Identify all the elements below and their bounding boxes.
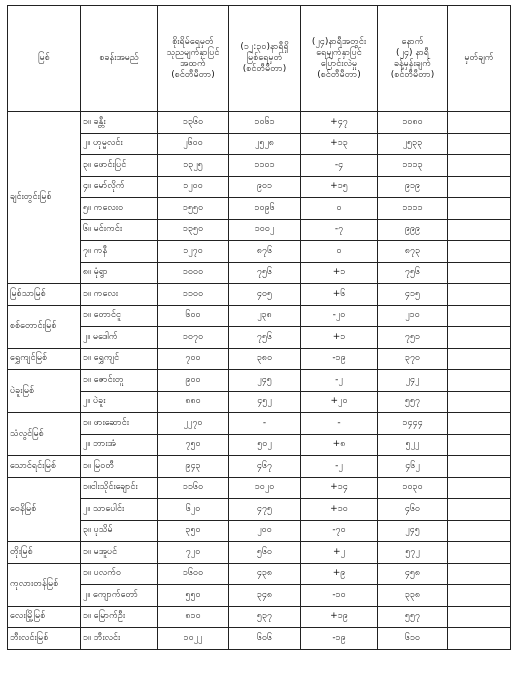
forecast-cell: ၇၅၁ [378,327,448,349]
table-row [8,241,511,263]
table-row [8,563,511,585]
header-danger-level: စိုးရိမ်ရေမှတ် သုညမျက်နှာပြင် အထက် (စင်တီမီတာ) [158,6,229,112]
danger-level-cell: ၁၂၀၀ [158,176,229,198]
level-change-cell: +၁၉ [301,606,378,628]
station-name-cell: ၁။ ဘီးလင်း [81,628,158,650]
table-row [8,327,511,349]
station-name-cell: ၂။ ကျောက်တော် [81,585,158,607]
header-row [8,6,511,112]
danger-level-cell: ၇၀၀ [158,348,229,370]
level-change-cell: ၀ [301,198,378,220]
station-name-cell: ၅။ ကလေးဝ [81,198,158,220]
current-level-cell: ၁၀၀၂ [229,219,301,241]
remarks-cell [448,391,511,413]
forecast-cell: ၃၃၈ [378,585,448,607]
remarks-cell [448,112,511,134]
remarks-cell [448,413,511,435]
table-row [8,585,511,607]
level-change-cell: ၀ [301,241,378,263]
level-change-cell: +၈ [301,434,378,456]
remarks-cell [448,499,511,521]
remarks-cell [448,606,511,628]
river-name-cell: ဘီးလင်းမြစ် [8,628,81,650]
danger-level-cell: ၅၅၀ [158,585,229,607]
current-level-cell: ၄၀၅ [229,284,301,306]
level-change-cell: -၁၉ [301,628,378,650]
danger-level-cell: ၉၀၀ [158,370,229,392]
station-name-cell: ၁။ မြောက်ဦး [81,606,158,628]
level-change-cell: - [301,413,378,435]
table-row [8,155,511,177]
level-change-cell: -၇ [301,219,378,241]
remarks-cell [448,628,511,650]
header-station: စခန်းအမည် [81,6,158,112]
forecast-cell: ၅၂၂ [378,434,448,456]
forecast-cell: ၁၁၁၃ [378,155,448,177]
danger-level-cell: ၇၅၀ [158,434,229,456]
danger-level-cell: ၉၄၃ [158,456,229,478]
danger-level-cell: ၈၈၀ [158,391,229,413]
level-change-cell: +၁၀ [301,499,378,521]
remarks-cell [448,370,511,392]
forecast-cell: ၆၁၀ [378,628,448,650]
station-name-cell: ၁။ ခန္တီး [81,112,158,134]
current-level-cell: ၄၃၈ [229,563,301,585]
station-name-cell: ၂။ မဒေါက် [81,327,158,349]
remarks-cell [448,305,511,327]
danger-level-cell: ၆၀၀ [158,305,229,327]
forecast-cell: ၂၄၅ [378,520,448,542]
remarks-cell [448,176,511,198]
current-level-cell: ၂၀၀ [229,520,301,542]
table-row [8,391,511,413]
danger-level-cell: ၁၃၂၅ [158,155,229,177]
forecast-cell: ၁၀၃၀ [378,477,448,499]
table-row [8,413,511,435]
forecast-cell: ၅၇၂ [378,542,448,564]
level-change-cell: -၂ [301,370,378,392]
forecast-cell: ၂၅၃၃ [378,133,448,155]
water-level-table [7,5,511,650]
current-level-cell: ၄၆၇ [229,456,301,478]
station-name-cell: ၇။ ကနီ [81,241,158,263]
forecast-cell: ၃၇၀ [378,348,448,370]
current-level-cell: ၇၅၆ [229,327,301,349]
station-name-cell: ၁။ ရွှေကျင် [81,348,158,370]
current-level-cell: ၉၀၁ [229,176,301,198]
river-name-cell: ဝေနိမြစ် [8,477,81,542]
current-level-cell: ၂၃၈ [229,305,301,327]
header-forecast: နောက် (၂၄) နာရီ ခန့်မှန်းချက် (စင်တီမီတာ) [378,6,448,112]
remarks-cell [448,284,511,306]
station-name-cell: ၁။ ပလက်ဝ [81,563,158,585]
remarks-cell [448,434,511,456]
remarks-cell [448,456,511,478]
river-name-cell: သံလွင်မြစ် [8,413,81,456]
danger-level-cell: ၁၃၆၀ [158,112,229,134]
danger-level-cell: ၇၂၀ [158,542,229,564]
table-row [8,284,511,306]
river-name-cell: စစ်တောင်းမြစ် [8,305,81,348]
station-name-cell: ၁။ ကလေး [81,284,158,306]
current-level-cell: ၅၃၇ [229,606,301,628]
station-name-cell: ၂။ ပဲခူး [81,391,158,413]
station-name-cell: ၁။ ဇောင်းတူ [81,370,158,392]
remarks-cell [448,520,511,542]
station-name-cell: ၁။ငါးသိုင်းချောင်း [81,477,158,499]
level-change-cell: +၁ [301,327,378,349]
forecast-cell: ၄၁၅ [378,284,448,306]
current-level-cell: ၁၀၉၆ [229,198,301,220]
table-row [8,434,511,456]
river-name-cell: ကုလားတန်မြစ် [8,563,81,606]
current-level-cell: ၁၀၂၀ [229,477,301,499]
station-name-cell: ၈။ မုံရွာ [81,262,158,284]
station-name-cell: ၁။ မြဝတီ [81,456,158,478]
remarks-cell [448,241,511,263]
remarks-cell [448,262,511,284]
current-level-cell: ၅၆၀ [229,542,301,564]
danger-level-cell: ၁၅၅၀ [158,198,229,220]
current-level-cell: ၈၇၆ [229,241,301,263]
table-row [8,456,511,478]
forecast-cell: ၄၆၀ [378,499,448,521]
forecast-cell: ၁၁၁၁ [378,198,448,220]
remarks-cell [448,133,511,155]
table-row [8,133,511,155]
header-remarks: မှတ်ချက် [448,6,511,112]
river-name-cell: မြစ်သာမြစ် [8,284,81,306]
header-change: (၂၄)နာရီအတွင်း ရေမျက်နှာပြင် ပြောင်းလဲမှု (စင်တီမီတာ) [301,6,378,112]
danger-level-cell: ၂၆၀၀ [158,133,229,155]
forecast-cell: ၁၀၈၀ [378,112,448,134]
current-level-cell: ၃၄၈ [229,585,301,607]
forecast-cell: ၁၄၄၄ [378,413,448,435]
level-change-cell: +၁၃ [301,133,378,155]
river-name-cell: တိုးမြစ် [8,542,81,564]
header-river: မြစ် [8,6,81,112]
header-current-level: (၁၂:၃၀)နာရီရှိ မြစ်ရေမှတ် (စင်တီမီတာ) [229,6,301,112]
forecast-cell: ၅၅၇ [378,391,448,413]
forecast-cell: ၄၅၈ [378,563,448,585]
table-row [8,348,511,370]
level-change-cell: -၂၀ [301,305,378,327]
danger-level-cell: ၁၃၅၀ [158,219,229,241]
current-level-cell: ၅၀၂ [229,434,301,456]
station-name-cell: ၃။ ဖောင်းပြင် [81,155,158,177]
danger-level-cell: ၆၂၀ [158,499,229,521]
danger-level-cell: ၈၁၀ [158,606,229,628]
river-name-cell: လေးမြို့မြစ် [8,606,81,628]
level-change-cell: +၆ [301,284,378,306]
remarks-cell [448,198,511,220]
table-row [8,542,511,564]
level-change-cell: +၉ [301,563,378,585]
danger-level-cell: ၃၅၀ [158,520,229,542]
current-level-cell: ၄၅၂ [229,391,301,413]
current-level-cell: ၇၅၆ [229,262,301,284]
current-level-cell: ၂၄၅ [229,370,301,392]
river-name-cell: ပဲခူးမြစ် [8,370,81,413]
danger-level-cell: ၁၆၀၀ [158,563,229,585]
danger-level-cell: ၁၂၇၀ [158,241,229,263]
river-name-cell: ရွှေကျင်မြစ် [8,348,81,370]
remarks-cell [448,477,511,499]
current-level-cell: ၃၈၀ [229,348,301,370]
table-row [8,477,511,499]
forecast-cell: ၅၅၇ [378,606,448,628]
table-row [8,520,511,542]
forecast-cell: ၉၁၉ [378,176,448,198]
station-name-cell: ၂။ ဟုမ္မလင်း [81,133,158,155]
remarks-cell [448,155,511,177]
level-change-cell: +၂ [301,542,378,564]
station-name-cell: ၂။ ဘားအံ [81,434,158,456]
forecast-cell: ၂၄၂ [378,370,448,392]
table-row [8,370,511,392]
level-change-cell: -၇၀ [301,520,378,542]
forecast-cell: ၄၆၂ [378,456,448,478]
station-name-cell: ၁။ မအူပင် [81,542,158,564]
danger-level-cell: ၁၁၆၀ [158,477,229,499]
forecast-cell: ၉၉၉ [378,219,448,241]
station-name-cell: ၃။ ပုသိမ် [81,520,158,542]
remarks-cell [448,585,511,607]
current-level-cell: - [229,413,301,435]
level-change-cell: +၂၀ [301,391,378,413]
remarks-cell [448,542,511,564]
danger-level-cell: ၁၀၀၀ [158,262,229,284]
table-row [8,499,511,521]
level-change-cell: -၁၉ [301,348,378,370]
level-change-cell: +၁ [301,262,378,284]
current-level-cell: ၂၅၂၈ [229,133,301,155]
table-body [8,112,511,650]
table-row [8,305,511,327]
level-change-cell: +၄၇ [301,112,378,134]
station-name-cell: ၁။ တောင်ငူ [81,305,158,327]
river-name-cell: ချင်းတွင်းမြစ် [8,112,81,284]
level-change-cell: -၄ [301,155,378,177]
remarks-cell [448,563,511,585]
station-name-cell: ၆။ မင်းကင်း [81,219,158,241]
level-change-cell: -၁၀ [301,585,378,607]
remarks-cell [448,327,511,349]
table-row [8,628,511,650]
danger-level-cell: ၁၁၀၀ [158,284,229,306]
level-change-cell: +၁၄ [301,477,378,499]
table-row [8,262,511,284]
current-level-cell: ၁၁၀၁ [229,155,301,177]
danger-level-cell: ၁၀၂၂ [158,628,229,650]
level-change-cell: +၁၅ [301,176,378,198]
table-row [8,606,511,628]
table-row [8,219,511,241]
station-name-cell: ၂။ သာပေါင်း [81,499,158,521]
forecast-cell: ၇၅၆ [378,262,448,284]
current-level-cell: ၆၀၆ [229,628,301,650]
current-level-cell: ၁၀၆၁ [229,112,301,134]
table-row [8,112,511,134]
remarks-cell [448,348,511,370]
forecast-cell: ၈၇၃ [378,241,448,263]
forecast-cell: ၂၁၀ [378,305,448,327]
table-row [8,176,511,198]
station-name-cell: ၁။ ဖားဆောင်း [81,413,158,435]
level-change-cell: -၂ [301,456,378,478]
station-name-cell: ၄။ မော်လိုက် [81,176,158,198]
danger-level-cell: ၁၀၇၀ [158,327,229,349]
current-level-cell: ၄၇၅ [229,499,301,521]
danger-level-cell: ၂၂၇၀ [158,413,229,435]
remarks-cell [448,219,511,241]
table-row [8,198,511,220]
river-name-cell: သောင်ရင်းမြစ် [8,456,81,478]
